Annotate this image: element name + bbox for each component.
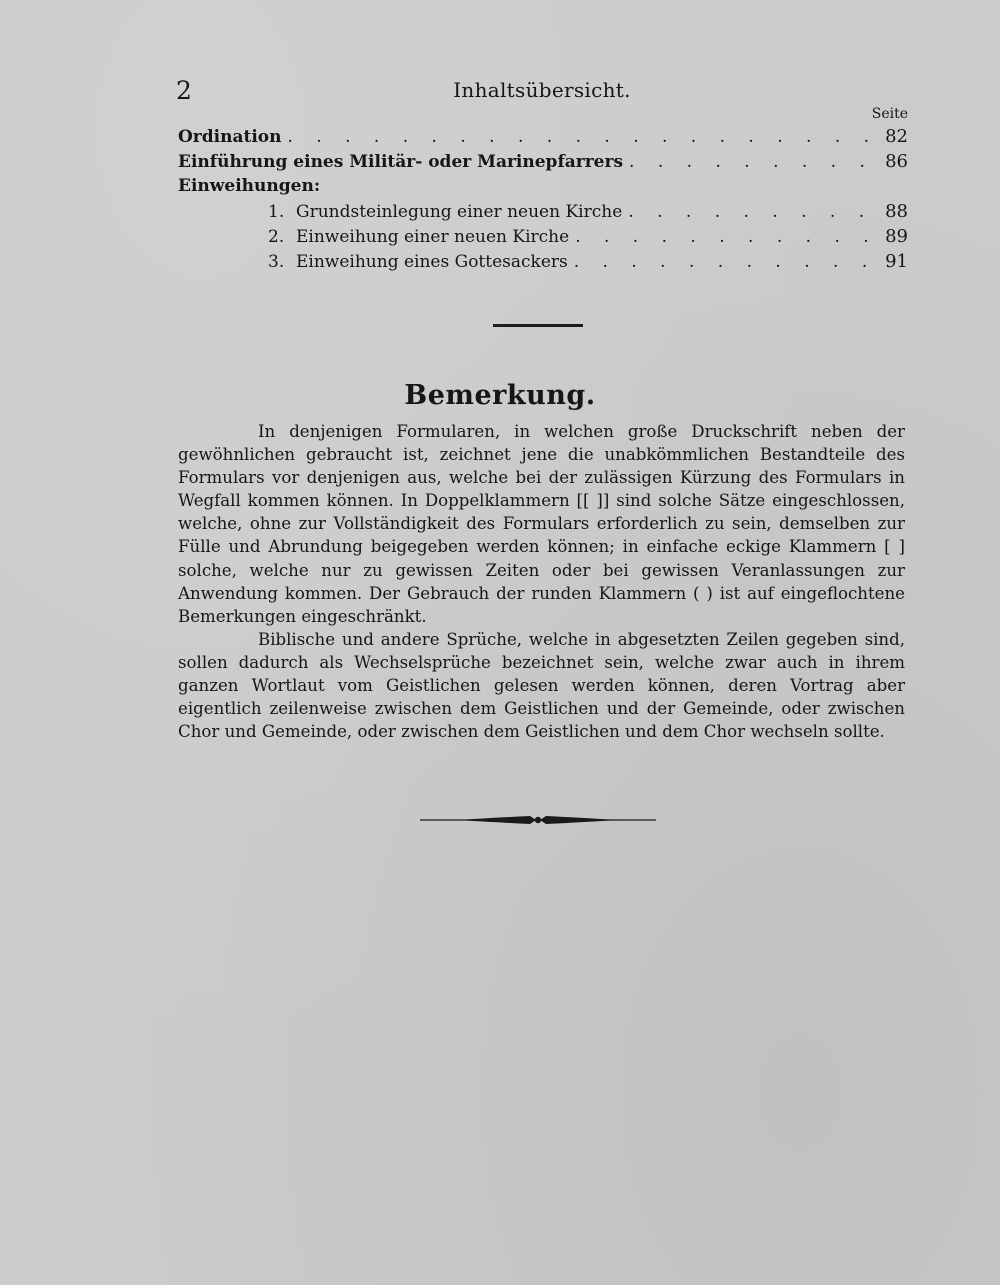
remark-body (178, 420, 905, 743)
toc-entry-page: 82 (885, 126, 908, 147)
remark-paragraph: In denjenigen Formularen, in welchen große Druckschrift neben der gewöhnlichen gebraucht ist, zeichnet jene die unabkömmlichen Bestandteile des Formulars vor denjenigen aus, welche bei der zulässigen Kürzung des Formulars in Wegfall kommen können. In Doppelklammern [[ ]] sind solche Sätze eingeschlossen, welche, ohne zur Vollständigkeit des Formulars erforderlich zu sein, demselben zur Fülle und Abrundung beigegeben werden können; in einfache eckige Klammern [ ] solche, welche nur zu gewissen Zeiten oder bei gewissen Veranlassungen zur Anwendung kommen. Der Gebrauch der runden Klammern ( ) ist auf eingeflochtene Bemerkungen eingeschränkt. (178, 422, 905, 626)
table-of-contents (178, 104, 908, 274)
remark-paragraph: Biblische und andere Sprüche, welche in abgesetzten Zeilen gegeben sind, sollen dadurch als Wechselsprüche bezeichnet sein, welche zwar auch in ihrem ganzen Wortlaut vom Geistlichen gelesen werden können, deren Vortrag aber eigentlich zeilenweise zwischen dem Geistlichen und der Gemeinde, oder zwischen Chor und Gemeinde, oder zwischen dem Geistlichen und dem Chor wechseln sollte. (178, 629, 905, 742)
toc-entry-label: Ordination (178, 127, 282, 147)
leader-dots (574, 250, 870, 275)
toc-subentry-label: Grundsteinlegung einer neuen Kirche (296, 202, 623, 222)
toc-subentry-label: Einweihung einer neuen Kirche (296, 227, 570, 247)
toc-subentry (178, 224, 908, 249)
page-column-label: Seite (871, 106, 908, 122)
page-number: 2 (176, 76, 192, 105)
toc-entry-label: Einführung eines Militär- oder Marinepfarrers (178, 152, 624, 172)
toc-subentry-label: Einweihung eines Gottesackers (296, 252, 568, 272)
toc-entry-page: 86 (885, 151, 908, 172)
toc-subentry-number: 3. (268, 252, 285, 272)
toc-subentry-number: 1. (268, 202, 285, 222)
leader-dots (575, 225, 870, 250)
toc-subentry-number: 2. (268, 227, 285, 247)
toc-subentry-page: 89 (885, 226, 908, 247)
toc-group-heading: Einweihungen: (178, 176, 321, 196)
toc-subentry (178, 199, 908, 224)
ornament-dash (418, 809, 658, 831)
remark-title: Bemerkung. (404, 380, 596, 411)
toc-entry (178, 124, 908, 149)
toc-subentry-page: 88 (885, 201, 908, 222)
toc-subentry-page: 91 (885, 251, 908, 272)
leader-dots (628, 200, 870, 225)
section-divider (493, 324, 583, 327)
toc-entry (178, 149, 908, 174)
leader-dots (629, 150, 870, 175)
toc-subentry (178, 249, 908, 274)
running-title: Inhaltsübersicht. (453, 78, 631, 102)
leader-dots (288, 125, 871, 150)
